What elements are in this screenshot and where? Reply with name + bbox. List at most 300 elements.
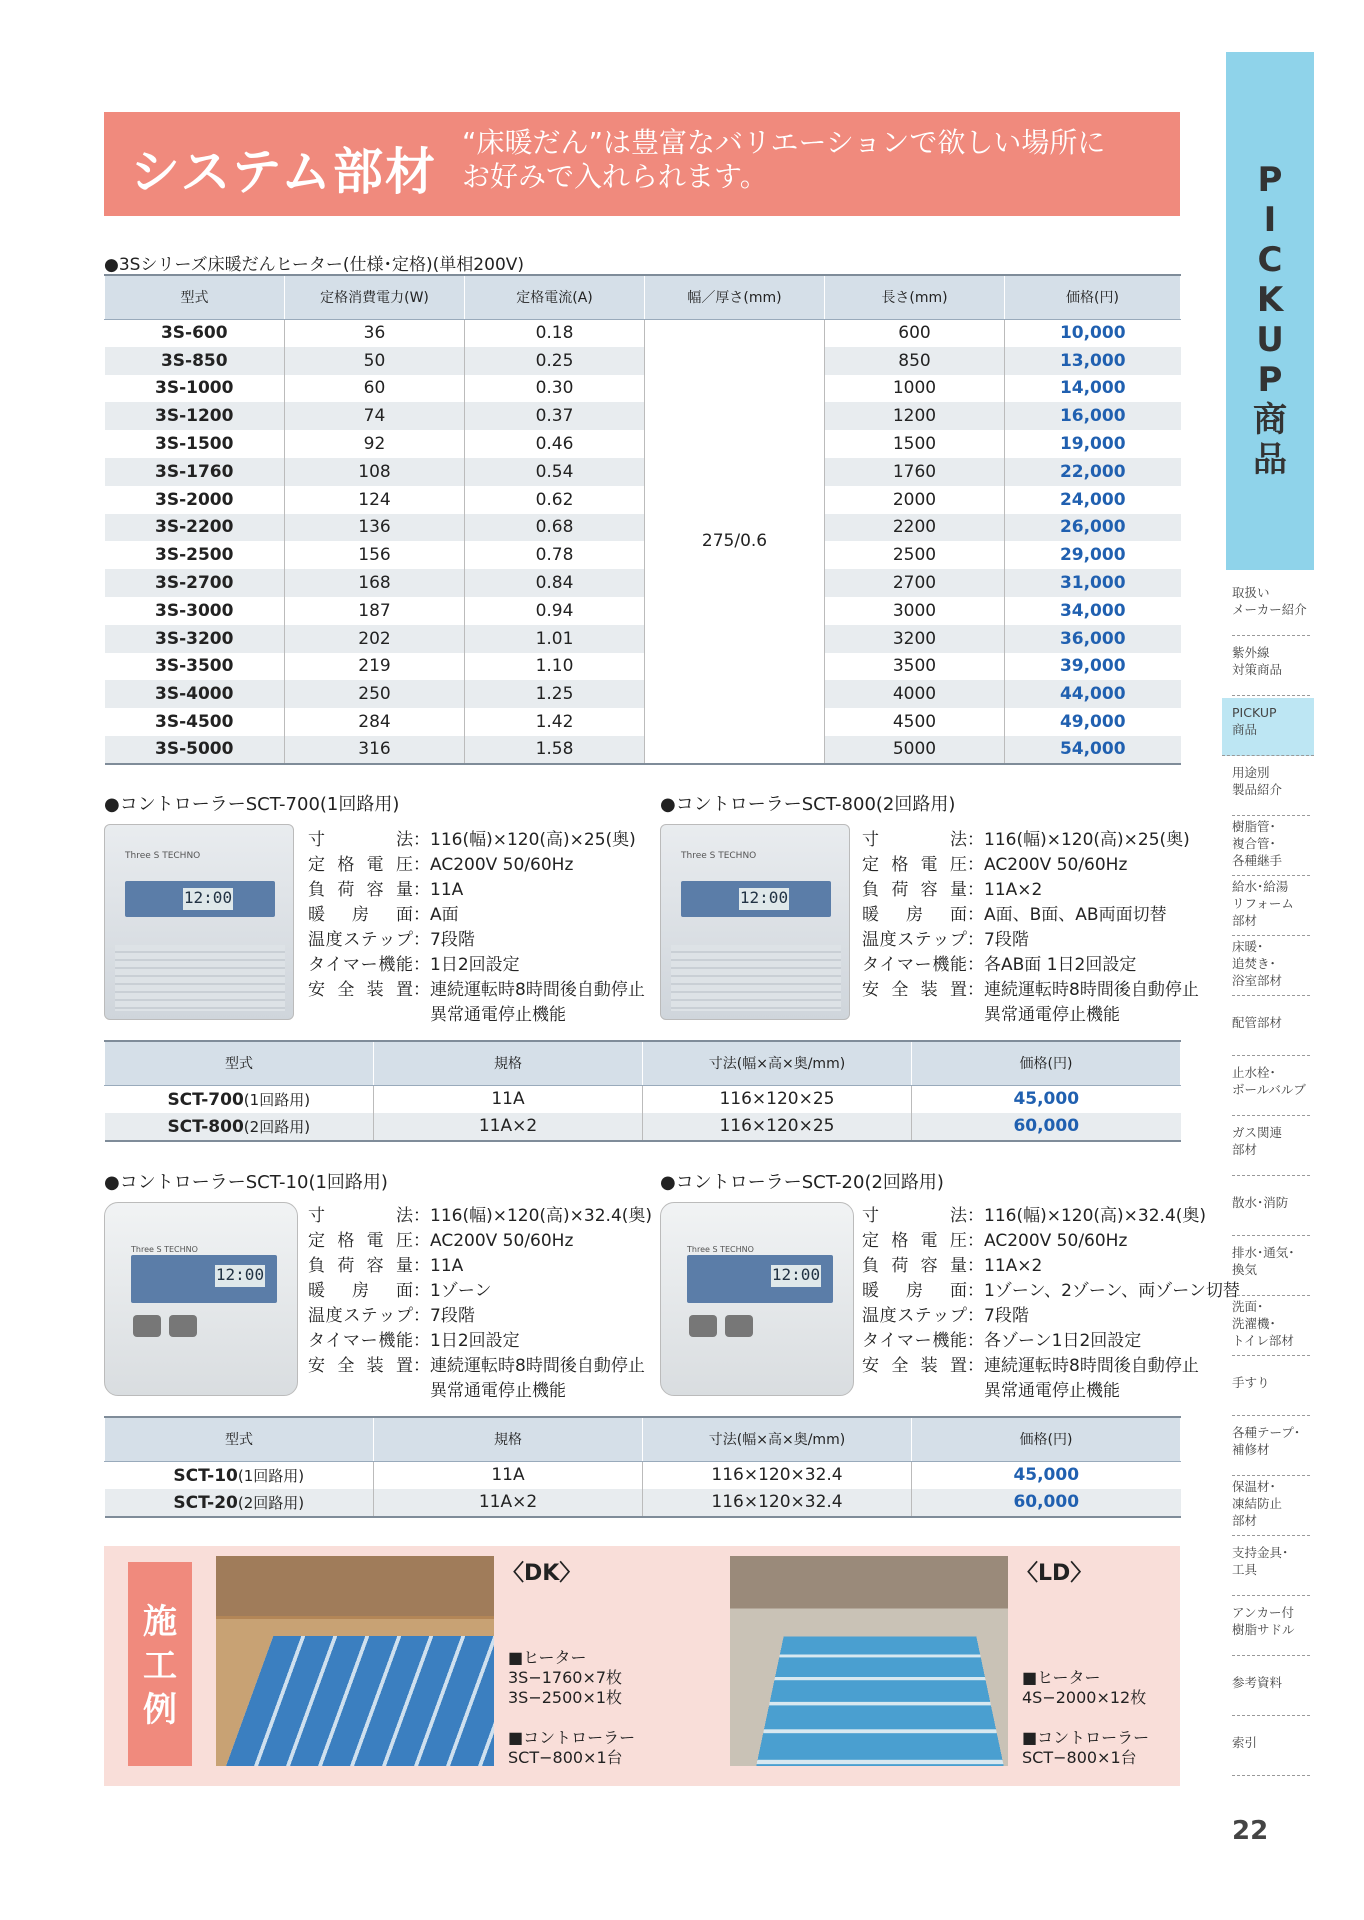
length-cell: 1000	[825, 375, 1005, 403]
model-cell: 3S-600	[105, 319, 285, 347]
power-cell: 316	[285, 736, 465, 764]
current-cell: 0.30	[465, 375, 645, 403]
price-cell: 22,000	[1005, 458, 1181, 486]
current-cell: 1.25	[465, 680, 645, 708]
length-cell: 3200	[825, 625, 1005, 653]
subtitle-line-1: “床暖だん”は豊富なバリエーションで欲しい場所に	[462, 126, 1106, 159]
sidebar-item-label: メーカー紹介	[1232, 602, 1307, 617]
sidebar-item-label: アンカー付	[1232, 1605, 1295, 1620]
length-cell: 2200	[825, 514, 1005, 542]
spec-row	[862, 853, 1199, 878]
grille	[115, 945, 285, 1011]
model-cell: 3S-850	[105, 347, 285, 375]
table-row	[105, 541, 1181, 569]
spec-row	[862, 1254, 1240, 1279]
spec-label: 安全装置	[308, 980, 413, 1000]
sidebar-item[interactable]	[1232, 638, 1310, 696]
spec-row	[862, 978, 1199, 1003]
sidebar-item-label: 手すり	[1232, 1375, 1270, 1390]
dk-title: 〈DK〉	[502, 1561, 582, 1586]
table-row	[105, 430, 1181, 458]
sidebar-item[interactable]	[1232, 1418, 1310, 1476]
sidebar-item[interactable]	[1232, 1298, 1310, 1356]
sidebar-item[interactable]	[1232, 878, 1310, 936]
model-cell	[105, 1085, 374, 1113]
spec-row	[308, 1304, 652, 1329]
spec-row	[862, 1279, 1240, 1304]
spec-value: ：1日2回設定	[413, 1331, 520, 1351]
sidebar-item-label: 紫外線	[1232, 645, 1270, 660]
spec-label: 負荷容量	[862, 880, 967, 900]
grille	[671, 945, 841, 1011]
spec-value: ：各ゾーン1日2回設定	[967, 1331, 1142, 1351]
sidebar-item-label: 散水･消防	[1232, 1195, 1289, 1210]
model-name: SCT-10	[173, 1465, 238, 1486]
sidebar-item-label: 支持金具･	[1232, 1545, 1289, 1560]
spec-label: 寸法	[308, 1206, 413, 1226]
ld-details	[1022, 1668, 1149, 1768]
sidebar-item[interactable]	[1232, 1478, 1310, 1536]
col-header: 定格電流(A)	[465, 275, 645, 319]
rating-cell: 11A×2	[374, 1489, 643, 1517]
sidebar-item[interactable]	[1222, 698, 1314, 756]
current-cell: 0.46	[465, 430, 645, 458]
price-cell: 13,000	[1005, 347, 1181, 375]
dimension-cell: 116×120×32.4	[643, 1461, 912, 1489]
spec-value: ：116(幅)×120(高)×32.4(奥)	[413, 1206, 653, 1226]
spec-row	[862, 828, 1199, 853]
spec-row	[308, 1354, 652, 1379]
model-cell: 3S-2700	[105, 569, 285, 597]
length-cell: 850	[825, 347, 1005, 375]
sidebar-item-label: 補修材	[1232, 1442, 1270, 1457]
lcd-time: 12:00	[215, 1265, 265, 1287]
sidebar-item[interactable]	[1232, 578, 1310, 636]
spec-label: タイマー機能	[862, 955, 967, 975]
sidebar-item-label: 凍結防止	[1232, 1496, 1283, 1511]
spec-value: ：連続運転時8時間後自動停止	[967, 980, 1199, 1000]
spec-row	[862, 1329, 1240, 1354]
model-name: SCT-700	[167, 1089, 244, 1110]
length-cell: 2700	[825, 569, 1005, 597]
rating-cell: 11A	[374, 1085, 643, 1113]
model-circuit: (2回路用)	[243, 1117, 311, 1136]
table-row	[105, 597, 1181, 625]
dk-heater-1: 3S−1760×7枚	[508, 1668, 623, 1687]
table-row	[105, 708, 1181, 736]
length-cell: 1760	[825, 458, 1005, 486]
header-subtitle	[462, 126, 1162, 194]
spec-label: 暖房面	[308, 905, 413, 925]
dk-heater-label: ■ヒーター	[508, 1648, 587, 1667]
table-row	[105, 736, 1181, 764]
sidebar-pickup-label: P I C K U P 商 品	[1253, 160, 1287, 480]
spec-row	[308, 953, 645, 978]
model-cell: 3S-4000	[105, 680, 285, 708]
sidebar-item-label: 製品紹介	[1232, 782, 1283, 797]
spec-value: 異常通電停止機能	[430, 1005, 566, 1025]
power-cell: 74	[285, 402, 465, 430]
price-cell: 19,000	[1005, 430, 1181, 458]
table-row	[105, 347, 1181, 375]
sct800-specs	[862, 828, 1199, 1028]
sidebar-item-label: 参考資料	[1232, 1675, 1283, 1690]
subtitle-line-2: お好みで入れられます。	[462, 160, 768, 193]
current-cell: 0.18	[465, 319, 645, 347]
spec-label: 暖房面	[862, 1281, 967, 1301]
table-row	[105, 319, 1181, 347]
table-row	[105, 680, 1181, 708]
spec-value: ：7段階	[967, 930, 1029, 950]
current-cell: 1.10	[465, 653, 645, 681]
model-cell: 3S-5000	[105, 736, 285, 764]
current-cell: 0.84	[465, 569, 645, 597]
power-cell: 202	[285, 625, 465, 653]
rating-cell: 11A×2	[374, 1113, 643, 1141]
sidebar-item-label: PICKUP	[1232, 705, 1277, 720]
table-row	[105, 625, 1181, 653]
page-title: システム部材	[130, 143, 437, 201]
spec-row	[308, 1229, 652, 1254]
length-cell: 5000	[825, 736, 1005, 764]
spec-value: ：AC200V 50/60Hz	[413, 1231, 574, 1251]
sidebar-item[interactable]	[1232, 1598, 1310, 1656]
spec-row	[308, 878, 645, 903]
price-cell: 60,000	[912, 1113, 1181, 1141]
lcd-time: 12:00	[183, 888, 233, 910]
spec-value: ：11A×2	[967, 1256, 1043, 1276]
sidebar-item-label: 樹脂サドル	[1232, 1622, 1295, 1637]
sidebar-item[interactable]	[1232, 1178, 1310, 1236]
sidebar-item-label: 排水･通気･	[1232, 1245, 1295, 1260]
current-cell: 0.54	[465, 458, 645, 486]
price-cell: 36,000	[1005, 625, 1181, 653]
model-cell: 3S-1200	[105, 402, 285, 430]
spec-row	[308, 1329, 652, 1354]
price-cell: 10,000	[1005, 319, 1181, 347]
spec-label: 寸法	[308, 830, 413, 850]
power-cell: 108	[285, 458, 465, 486]
spec-label: 温度ステップ	[862, 930, 967, 950]
col-header: 規格	[374, 1417, 643, 1461]
sidebar-item[interactable]	[1232, 1718, 1310, 1776]
model-cell: 3S-2000	[105, 486, 285, 514]
col-header: 幅／厚さ(mm)	[645, 275, 825, 319]
power-cell: 50	[285, 347, 465, 375]
spec-row	[862, 953, 1199, 978]
table-row	[105, 1461, 1181, 1489]
spec-label: 寸法	[862, 1206, 967, 1226]
spec-row	[862, 1229, 1240, 1254]
sidebar-item-label: 洗濯機･	[1232, 1316, 1276, 1331]
model-cell: 3S-1000	[105, 375, 285, 403]
width-thickness-cell: 275/0.6	[645, 319, 825, 764]
spec-label: タイマー機能	[862, 1331, 967, 1351]
sidebar-item-label: 用途別	[1232, 765, 1270, 780]
length-cell: 600	[825, 319, 1005, 347]
spec-value: 異常通電停止機能	[984, 1381, 1120, 1401]
sidebar-item[interactable]	[1232, 1238, 1310, 1296]
spec-value: 異常通電停止機能	[984, 1005, 1120, 1025]
spec-row	[862, 1354, 1240, 1379]
spec-row	[862, 1304, 1240, 1329]
col-header: 型式	[105, 275, 285, 319]
current-cell: 0.25	[465, 347, 645, 375]
button-2	[725, 1315, 753, 1337]
model-circuit: (1回路用)	[237, 1466, 305, 1485]
model-circuit: (1回路用)	[243, 1090, 311, 1109]
current-cell: 1.01	[465, 625, 645, 653]
sidebar-item-label: 洗面･	[1232, 1299, 1264, 1314]
sidebar-item-label: 配管部材	[1232, 1015, 1283, 1030]
button-1	[689, 1315, 717, 1337]
brand-logo: Three S TECHNO	[681, 851, 757, 861]
dk-ctl: SCT−800×1台	[508, 1748, 623, 1767]
spec-value: ：1ゾーン	[413, 1281, 492, 1301]
spec-row	[308, 1204, 652, 1229]
lcd-panel	[687, 1255, 833, 1303]
sidebar-item-label: トイレ部材	[1232, 1333, 1294, 1348]
sct10-product-image	[104, 1202, 298, 1396]
col-header: 価格(円)	[1005, 275, 1181, 319]
header-banner	[104, 112, 1180, 216]
sidebar-item-label: 工具	[1232, 1562, 1258, 1577]
model-cell: 3S-4500	[105, 708, 285, 736]
power-cell: 124	[285, 486, 465, 514]
sct10-specs	[308, 1204, 652, 1404]
table-row	[105, 458, 1181, 486]
spec-row	[862, 903, 1199, 928]
sidebar-item-label: 止水栓･	[1232, 1065, 1276, 1080]
current-cell: 1.42	[465, 708, 645, 736]
sidebar-item-label: 索引	[1232, 1735, 1258, 1750]
spec-label: 負荷容量	[308, 880, 413, 900]
power-cell: 136	[285, 514, 465, 542]
current-cell: 0.94	[465, 597, 645, 625]
button-2	[169, 1315, 197, 1337]
spec-value: ：7段階	[413, 1306, 475, 1326]
model-cell	[105, 1113, 374, 1141]
sidebar-item-label: 保温材･	[1232, 1479, 1276, 1494]
ld-ctl: SCT−800×1台	[1022, 1748, 1137, 1767]
price-cell: 26,000	[1005, 514, 1181, 542]
sidebar-item-label: 樹脂管･	[1232, 819, 1276, 834]
power-cell: 284	[285, 708, 465, 736]
length-cell: 4000	[825, 680, 1005, 708]
spec-value: ：A面	[413, 905, 459, 925]
spec-value: ：AC200V 50/60Hz	[967, 855, 1128, 875]
spec-label: タイマー機能	[308, 955, 413, 975]
spec-value: ：7段階	[413, 930, 475, 950]
sct800-product-image	[660, 824, 850, 1020]
model-cell: 3S-1760	[105, 458, 285, 486]
table-row	[105, 653, 1181, 681]
spec-row	[308, 978, 645, 1003]
col-header: 価格(円)	[912, 1041, 1181, 1085]
lcd-panel	[125, 881, 275, 917]
model-cell: 3S-2200	[105, 514, 285, 542]
price-cell: 39,000	[1005, 653, 1181, 681]
example-label: 施 工 例	[128, 1562, 192, 1766]
spec-row	[862, 878, 1199, 903]
price-cell: 14,000	[1005, 375, 1181, 403]
spec-row	[862, 928, 1199, 953]
col-header: 型式	[105, 1417, 374, 1461]
col-header: 寸法(幅×高×奥/mm)	[643, 1417, 912, 1461]
sct20-product-image	[660, 1202, 854, 1396]
sidebar-item-label: 複合管･	[1232, 836, 1276, 851]
button-1	[133, 1315, 161, 1337]
spec-value: ：116(幅)×120(高)×25(奥)	[413, 830, 636, 850]
power-cell: 92	[285, 430, 465, 458]
lcd-panel	[131, 1255, 277, 1303]
table-row	[105, 486, 1181, 514]
spec-row	[308, 1003, 645, 1028]
spec-row	[308, 903, 645, 928]
price-cell: 60,000	[912, 1489, 1181, 1517]
sidebar-item[interactable]	[1232, 938, 1310, 996]
spec-value: ：連続運転時8時間後自動停止	[413, 980, 645, 1000]
spec-value: ：各AB面 1日2回設定	[967, 955, 1137, 975]
power-cell: 60	[285, 375, 465, 403]
spec-row	[862, 1003, 1199, 1028]
spec-value: ：116(幅)×120(高)×25(奥)	[967, 830, 1190, 850]
heater-spec-table	[104, 274, 1181, 765]
sidebar-item-label: 浴室部材	[1232, 973, 1283, 988]
length-cell: 4500	[825, 708, 1005, 736]
sct20-specs	[862, 1204, 1240, 1404]
brand-logo: Three S TECHNO	[125, 851, 201, 861]
spec-row	[308, 828, 645, 853]
sidebar-item[interactable]	[1232, 818, 1310, 876]
model-cell: 3S-2500	[105, 541, 285, 569]
current-cell: 0.37	[465, 402, 645, 430]
spec-row	[308, 928, 645, 953]
sidebar-item-label: 床暖･	[1232, 939, 1264, 954]
col-header: 価格(円)	[912, 1417, 1181, 1461]
sidebar-item[interactable]	[1232, 998, 1310, 1056]
model-cell	[105, 1461, 374, 1489]
sidebar-item[interactable]	[1232, 1358, 1310, 1416]
power-cell: 36	[285, 319, 465, 347]
sidebar-item-label: 部材	[1232, 913, 1258, 928]
current-cell: 0.68	[465, 514, 645, 542]
sidebar-item[interactable]	[1232, 1538, 1310, 1596]
length-cell: 1500	[825, 430, 1005, 458]
model-name: SCT-800	[167, 1116, 244, 1137]
ld-heater-label: ■ヒーター	[1022, 1668, 1101, 1687]
price-cell: 45,000	[912, 1461, 1181, 1489]
table-row	[105, 1085, 1181, 1113]
page-number: 22	[1232, 1816, 1269, 1846]
spec-row	[308, 1279, 652, 1304]
ld-ctl-label: ■コントローラー	[1022, 1728, 1150, 1747]
spec-value: ：1ゾーン、2ゾーン、両ゾーン切替	[967, 1281, 1240, 1301]
price-cell: 44,000	[1005, 680, 1181, 708]
price-cell: 45,000	[912, 1085, 1181, 1113]
spec-value: ：1日2回設定	[413, 955, 520, 975]
price-cell: 54,000	[1005, 736, 1181, 764]
sidebar-item[interactable]	[1232, 1658, 1310, 1716]
spec-row	[308, 1254, 652, 1279]
spec-label: 定格電圧	[308, 1231, 413, 1251]
model-cell: 3S-3000	[105, 597, 285, 625]
section-title-3s: ●3Sシリーズ床暖だんヒーター(仕様･定格)(単相200V)	[104, 255, 525, 275]
spec-label: 温度ステップ	[862, 1306, 967, 1326]
sidebar-item-label: 取扱い	[1232, 585, 1270, 600]
spec-label: 負荷容量	[862, 1256, 967, 1276]
sidebar-item-label: リフォーム	[1232, 896, 1294, 911]
spec-value: ：7段階	[967, 1306, 1029, 1326]
sidebar-item-label: 部材	[1232, 1142, 1258, 1157]
dk-ctl-label: ■コントローラー	[508, 1728, 636, 1747]
table-row	[105, 569, 1181, 597]
col-header: 型式	[105, 1041, 374, 1085]
sidebar-item-label: 換気	[1232, 1262, 1258, 1277]
current-cell: 1.58	[465, 736, 645, 764]
sidebar-item[interactable]	[1232, 1118, 1310, 1176]
sidebar-item[interactable]	[1232, 758, 1310, 816]
spec-value: ：AC200V 50/60Hz	[413, 855, 574, 875]
sidebar-item-label: 給水･給湯	[1232, 879, 1289, 894]
spec-row	[308, 853, 645, 878]
spec-value: ：116(幅)×120(高)×32.4(奥)	[967, 1206, 1207, 1226]
power-cell: 219	[285, 653, 465, 681]
spec-label: 安全装置	[862, 980, 967, 1000]
sidebar-item[interactable]	[1232, 1058, 1310, 1116]
spec-value: ：AC200V 50/60Hz	[967, 1231, 1128, 1251]
sidebar-item-label: 商品	[1232, 722, 1258, 737]
brand-logo: Three S TECHNO	[687, 1245, 754, 1254]
spec-label: タイマー機能	[308, 1331, 413, 1351]
price-cell: 24,000	[1005, 486, 1181, 514]
section-title-sct20: ●コントローラーSCT-20(2回路用)	[660, 1172, 944, 1193]
sidebar-item-label: ガス関連	[1232, 1125, 1283, 1140]
sidebar-item-label: 部材	[1232, 1513, 1258, 1528]
col-header: 長さ(mm)	[825, 275, 1005, 319]
price-cell: 49,000	[1005, 708, 1181, 736]
lcd-time: 12:00	[739, 888, 789, 910]
table-row	[105, 1113, 1181, 1141]
brand-logo: Three S TECHNO	[131, 1245, 198, 1254]
length-cell: 3000	[825, 597, 1005, 625]
spec-label: 定格電圧	[308, 855, 413, 875]
lcd-panel	[681, 881, 831, 917]
sct700-product-image	[104, 824, 294, 1020]
length-cell: 2000	[825, 486, 1005, 514]
dk-details	[508, 1648, 635, 1768]
ld-title: 〈LD〉	[1016, 1561, 1093, 1586]
sidebar-item-label: 各種継手	[1232, 853, 1283, 868]
dk-photo	[216, 1556, 494, 1766]
spec-row	[862, 1204, 1240, 1229]
col-header: 規格	[374, 1041, 643, 1085]
sidebar-item-label: 対策商品	[1232, 662, 1283, 677]
table-row	[105, 514, 1181, 542]
price-cell: 16,000	[1005, 402, 1181, 430]
current-cell: 0.62	[465, 486, 645, 514]
dimension-cell: 116×120×25	[643, 1113, 912, 1141]
spec-value: ：11A	[413, 1256, 464, 1276]
sidebar-item-label: 各種テープ･	[1232, 1425, 1301, 1440]
spec-row	[862, 1379, 1240, 1404]
section-title-sct10: ●コントローラーSCT-10(1回路用)	[104, 1172, 388, 1193]
price-cell: 29,000	[1005, 541, 1181, 569]
length-cell: 2500	[825, 541, 1005, 569]
spec-label: 温度ステップ	[308, 1306, 413, 1326]
lcd-time: 12:00	[771, 1265, 821, 1287]
spec-label: 暖房面	[862, 905, 967, 925]
